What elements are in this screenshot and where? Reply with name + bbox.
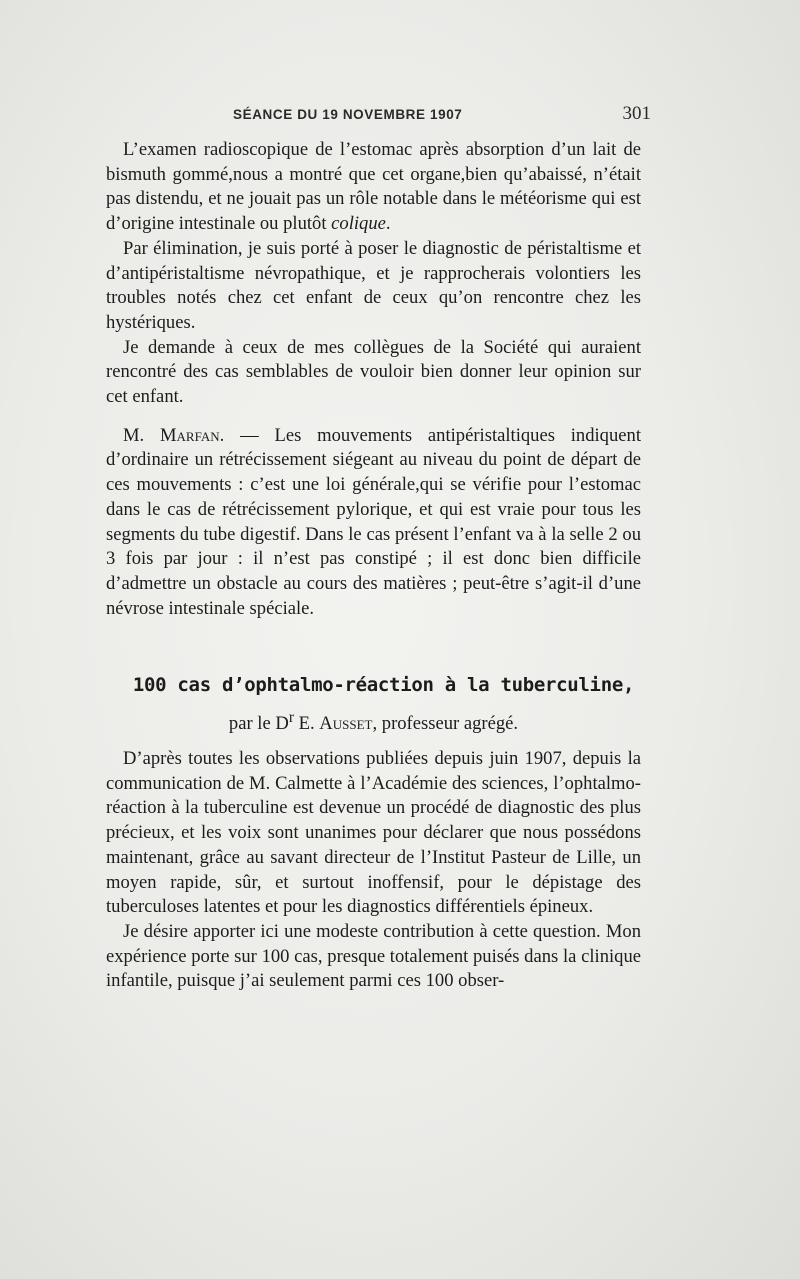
paragraph-request: Je demande à ceux de mes collègues de la Société qui auraient rencontré des cas semblables de vouloir bien donner leur opinion sur cet enfant. [106, 336, 641, 408]
paragraph-text: L’examen radioscopique de l’estomac après absorption d’un lait de bismuth gommé,nous a montré que cet organe,bien qu’abaissé, n’était pas distendu, et ne jouait pas un rôle notable dans le météorisme qui est d’origine intestinale ou plutôt [106, 139, 641, 235]
byline-suffix: , professeur agrégé. [372, 713, 519, 735]
byline-sup: r [288, 709, 294, 726]
article-paragraph: D’après toutes les observations publiées depuis juin 1907, depuis la communication de M. Calmette à l’Académie des sciences, l’ophtalmo-réaction à la tuberculine est devenue un procédé de diagnostic des plus précieux, et les voix sont unanimes pour déclarer que nous possédons maintenant, grâce au savant directeur de l’Institut Pasteur de Lille, un moyen rapide, sûr, et surtout inoffensif, pour le dépistage des tuberculoses latentes et pour les diagnostics différentiels épineux. [106, 748, 641, 918]
author-byline [106, 709, 641, 735]
article-paragraph: Je désire apporter ici une modeste contribution à cette question. Mon expérience porte sur 100 cas, presque totalement puisés dans la clinique infantile, puisque j’ai seulement parmi ces 100 obser- [106, 920, 641, 992]
article-body [106, 747, 641, 994]
author-name: Ausset [319, 713, 373, 735]
case-discussion [106, 138, 641, 621]
running-head: SÉANCE DU 19 NOVEMBRE 1907 [233, 107, 463, 122]
paragraph-marfan [106, 424, 641, 622]
section-title: 100 cas d’ophtalmo-réaction à la tuberculine, [132, 674, 635, 696]
paragraph-radioscopy: L’examen radioscopique de l’estomac après absorption d’un lait de bismuth gommé,nous a montré que cet organe,bien qu’abaissé, n’était pas distendu, et ne jouait pas un rôle notable dans le météorisme qui est d’origine intestinale ou plutôt colique. [106, 139, 641, 235]
italic-term: colique [331, 213, 386, 235]
speaker-remarks: — Les mouvements antipéristaltiques indiquent d’ordinaire un rétrécissement siégeant au niveau du point de départ de ces mouvements : c’est une loi générale,qui se vérifie pour l’estomac dans le cas de rétrécissement pylorique, et qui est vraie pour tous les segments du tube digestif. Dans le cas présent l’enfant va à la selle 2 ou 3 fois par jour : il n’est pas constipé ; il est donc bien difficile d’admettre un obstacle au cours des matières ; peut-être s’agit-il d’une névrose intestinale spéciale. [106, 424, 641, 619]
page-number: 301 [622, 103, 651, 124]
page-header [233, 103, 651, 131]
byline-prefix: par le D [228, 713, 289, 735]
speaker-name: M. Marfan. [123, 424, 225, 446]
paragraph-diagnosis: Par élimination, je suis porté à poser le diagnostic de péristaltisme et d’antipéristaltisme névropathique, et je rapprocherais volontiers les troubles notés chez cet enfant de ceux qu’on rencontre chez les hystériques. [106, 237, 641, 333]
byline-initial: E. [293, 713, 320, 735]
